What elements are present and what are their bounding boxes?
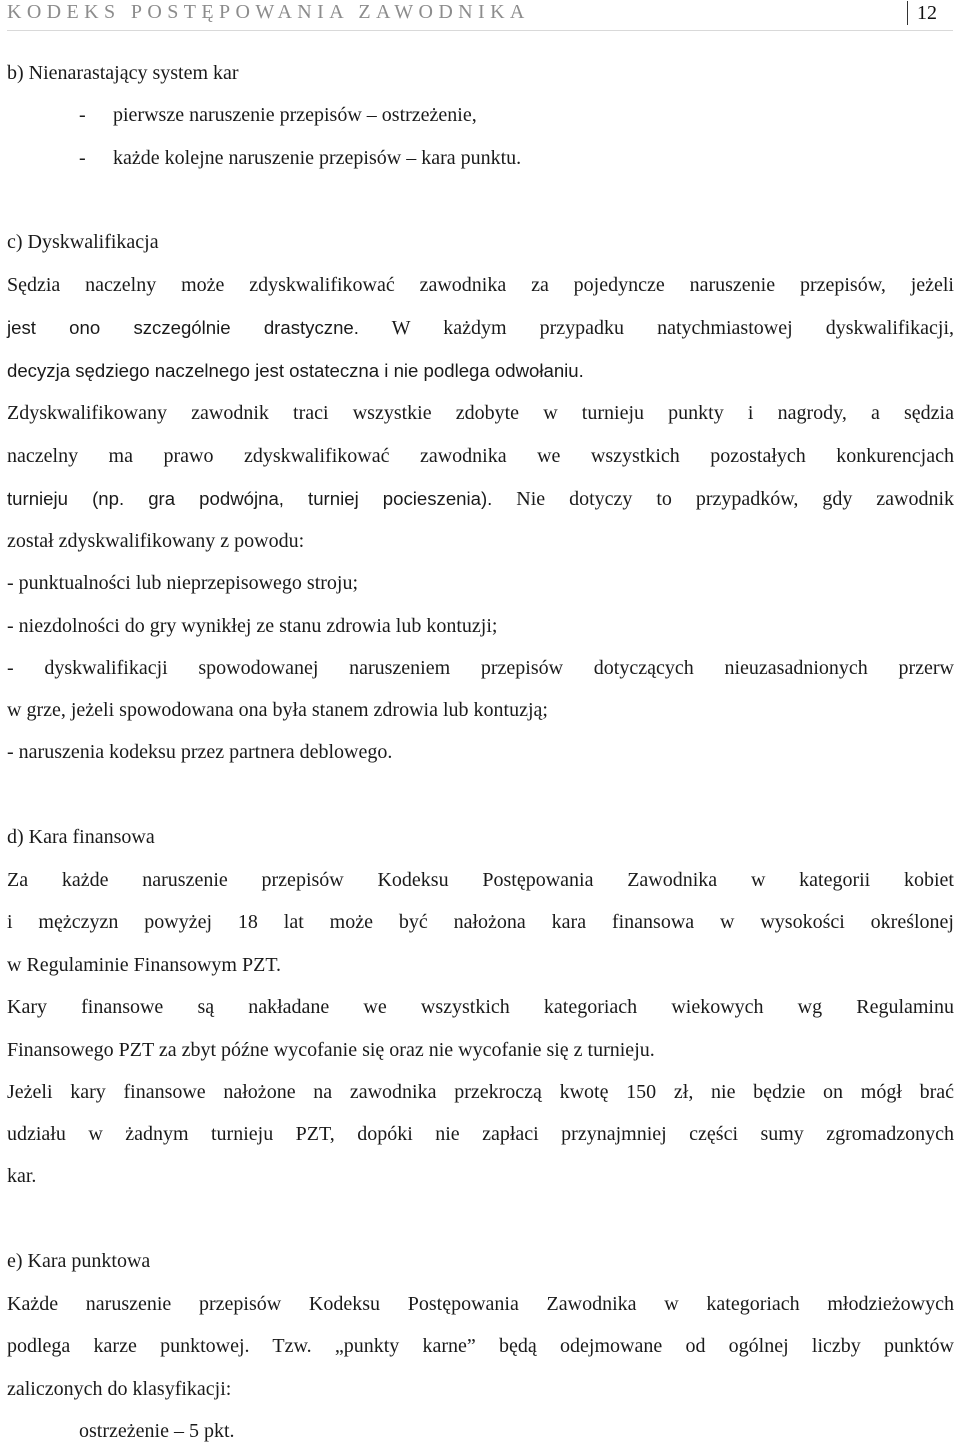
paragraph-line: Kary finansowe są nakładane we wszystkich kategoriach wiekowych wg Regulaminu [7, 996, 954, 1018]
list-item-continuation: w grze, jeżeli spowodowana ona była stanem zdrowia lub kontuzją; [7, 699, 548, 721]
list-item: - dyskwalifikacji spowodowanej naruszeniem przepisów dotyczących nieuzasadnionych przerw [7, 657, 954, 679]
paragraph-line: Zdyskwalifikowany zawodnik traci wszystkie zdobyte w turnieju punkty i nagrody, a sędzia [7, 402, 954, 424]
paragraph-line: decyzja sędziego naczelnego jest ostateczna i nie podlega odwołaniu. [7, 360, 584, 381]
section-e-heading: e) Kara punktowa [7, 1250, 151, 1272]
paragraph-line: i mężczyzn powyżej 18 lat może być nałożona kara finansowa w wysokości określonej [7, 911, 954, 933]
list-item: - niezdolności do gry wynikłej ze stanu zdrowia lub kontuzji; [7, 615, 498, 637]
page-number: 12 [907, 1, 937, 25]
list-item: - każde kolejne naruszenie przepisów – kara punktu. [79, 147, 522, 169]
paragraph-line: Każde naruszenie przepisów Kodeksu Postępowania Zawodnika w kategoriach młodzieżowych [7, 1293, 954, 1315]
paragraph-line: Jeżeli kary finansowe nałożone na zawodnika przekroczą kwotę 150 zł, nie będzie on mógł brać [7, 1081, 954, 1103]
paragraph-line: Finansowego PZT za zbyt późne wycofanie się oraz nie wycofanie się z turnieju. [7, 1039, 655, 1061]
section-b-heading: b) Nienarastający system kar [7, 62, 239, 84]
header-title: KODEKS POSTĘPOWANIA ZAWODNIKA [7, 1, 530, 23]
paragraph-line: Sędzia naczelny może zdyskwalifikować zawodnika za pojedyncze naruszenie przepisów, jeżeli [7, 274, 954, 296]
paragraph-line: jest ono szczególnie drastyczne. W każdym przypadku natychmiastowej dyskwalifikacji, [7, 317, 954, 339]
page-header [7, 0, 953, 31]
section-c-heading: c) Dyskwalifikacja [7, 231, 159, 253]
paragraph-line: udziału w żadnym turnieju PZT, dopóki nie zapłaci przynajmniej części sumy zgromadzonych [7, 1123, 954, 1145]
list-item: ostrzeżenie – 5 pkt. [79, 1420, 235, 1442]
list-item: - punktualności lub nieprzepisowego stroju; [7, 572, 359, 594]
paragraph-line: w Regulaminie Finansowym PZT. [7, 954, 282, 976]
list-item: - pierwsze naruszenie przepisów – ostrzeżenie, [79, 104, 477, 126]
paragraph-line: podlega karze punktowej. Tzw. „punkty karne” będą odejmowane od ogólnej liczby punktów [7, 1335, 954, 1357]
paragraph-line: Za każde naruszenie przepisów Kodeksu Postępowania Zawodnika w kategorii kobiet [7, 869, 954, 891]
section-d-heading: d) Kara finansowa [7, 826, 155, 848]
list-item: - naruszenia kodeksu przez partnera deblowego. [7, 741, 393, 763]
paragraph-line: został zdyskwalifikowany z powodu: [7, 530, 305, 552]
paragraph-line: turnieju (np. gra podwójna, turniej pocieszenia). Nie dotyczy to przypadków, gdy zawodnik [7, 488, 954, 510]
paragraph-line: kar. [7, 1165, 37, 1187]
paragraph-line: naczelny ma prawo zdyskwalifikować zawodnika we wszystkich pozostałych konkurencjach [7, 445, 954, 467]
paragraph-line: zaliczonych do klasyfikacji: [7, 1378, 232, 1400]
